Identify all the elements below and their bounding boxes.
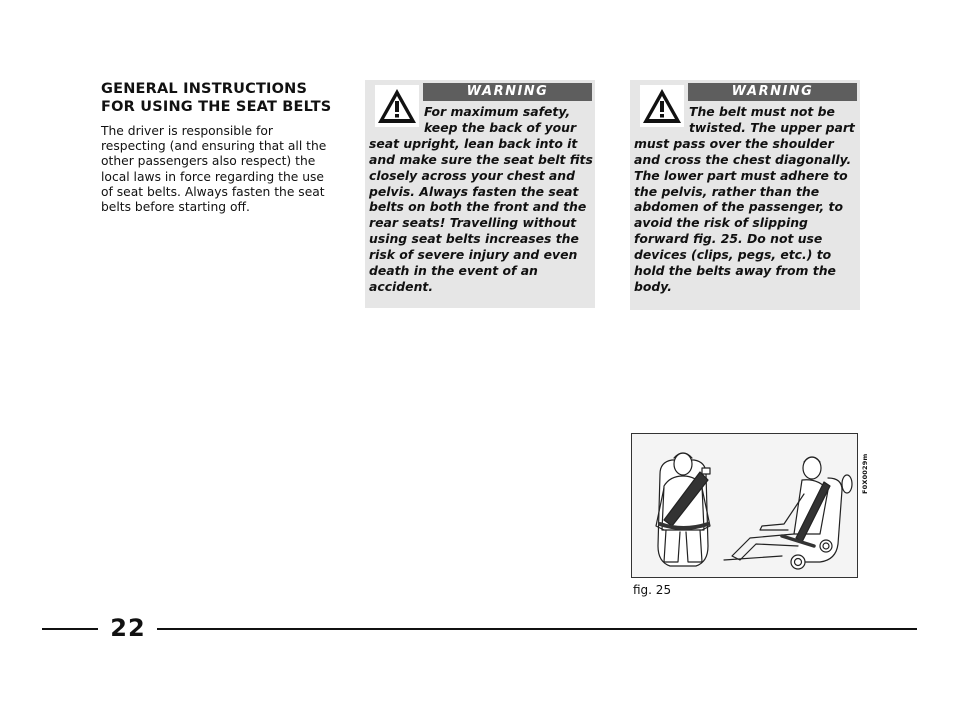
warning-box-belt-position xyxy=(630,80,860,310)
warning-line: abdomen of the passenger, to xyxy=(634,199,843,215)
warning-line: seat upright, lean back into it xyxy=(369,135,578,151)
body-line: of seat belts. Always fasten the seat xyxy=(101,184,325,199)
warning-line: avoid the risk of slipping xyxy=(634,215,808,231)
warning-text xyxy=(634,104,858,295)
warning-line: devices (clips, pegs, etc.) to xyxy=(634,247,832,263)
figure-code: F0X0029m xyxy=(861,453,869,494)
warning-line: hold the belts away from the xyxy=(634,263,836,279)
warning-heading: WARNING xyxy=(688,83,857,101)
section-title xyxy=(101,80,341,116)
body-line: other passengers also respect) the xyxy=(101,154,316,169)
warning-line: using seat belts increases the xyxy=(369,231,579,247)
seat-belt-drawing xyxy=(632,434,856,576)
seat-belt-illustration xyxy=(631,433,858,578)
warning-line: twisted. The upper part xyxy=(689,119,855,135)
section-title-line: FOR USING THE SEAT BELTS xyxy=(101,99,332,115)
warning-text xyxy=(369,104,593,295)
footer-rule-right xyxy=(157,628,917,630)
warning-line: death in the event of an xyxy=(369,263,538,279)
warning-line: The belt must not be xyxy=(689,104,835,119)
warning-line: pelvis. Always fasten the seat xyxy=(369,183,579,199)
warning-line: the pelvis, rather than the xyxy=(634,183,820,199)
section-body xyxy=(101,124,337,215)
warning-line: and cross the chest diagonally. xyxy=(634,151,852,167)
warning-line: closely across your chest and xyxy=(369,167,575,183)
warning-line: forward fig. 25. Do not use xyxy=(634,231,823,247)
warning-line: belts on both the front and the xyxy=(369,199,587,215)
figure-caption: fig. 25 xyxy=(633,583,672,597)
warning-line: must pass over the shoulder xyxy=(634,135,834,151)
body-line: respecting (and ensuring that all the xyxy=(101,139,327,154)
warning-line: body. xyxy=(634,278,672,294)
warning-line: accident. xyxy=(369,278,434,294)
section-title-line: GENERAL INSTRUCTIONS xyxy=(101,81,308,97)
footer-rule-left xyxy=(42,628,98,630)
warning-box-safety xyxy=(365,80,595,308)
warning-line: For maximum safety, xyxy=(424,104,571,119)
warning-line: rear seats! Travelling without xyxy=(369,215,577,231)
body-line: belts before starting off. xyxy=(101,200,250,215)
warning-line: The lower part must adhere to xyxy=(634,167,848,183)
warning-line: risk of severe injury and even xyxy=(369,247,578,263)
body-line: local laws in force regarding the use xyxy=(101,169,324,184)
warning-line: and make sure the seat belt fits xyxy=(369,151,593,167)
warning-heading: WARNING xyxy=(423,83,592,101)
warning-line: keep the back of your xyxy=(424,119,577,135)
page-number: 22 xyxy=(110,614,146,642)
body-line: The driver is responsible for xyxy=(101,124,273,138)
